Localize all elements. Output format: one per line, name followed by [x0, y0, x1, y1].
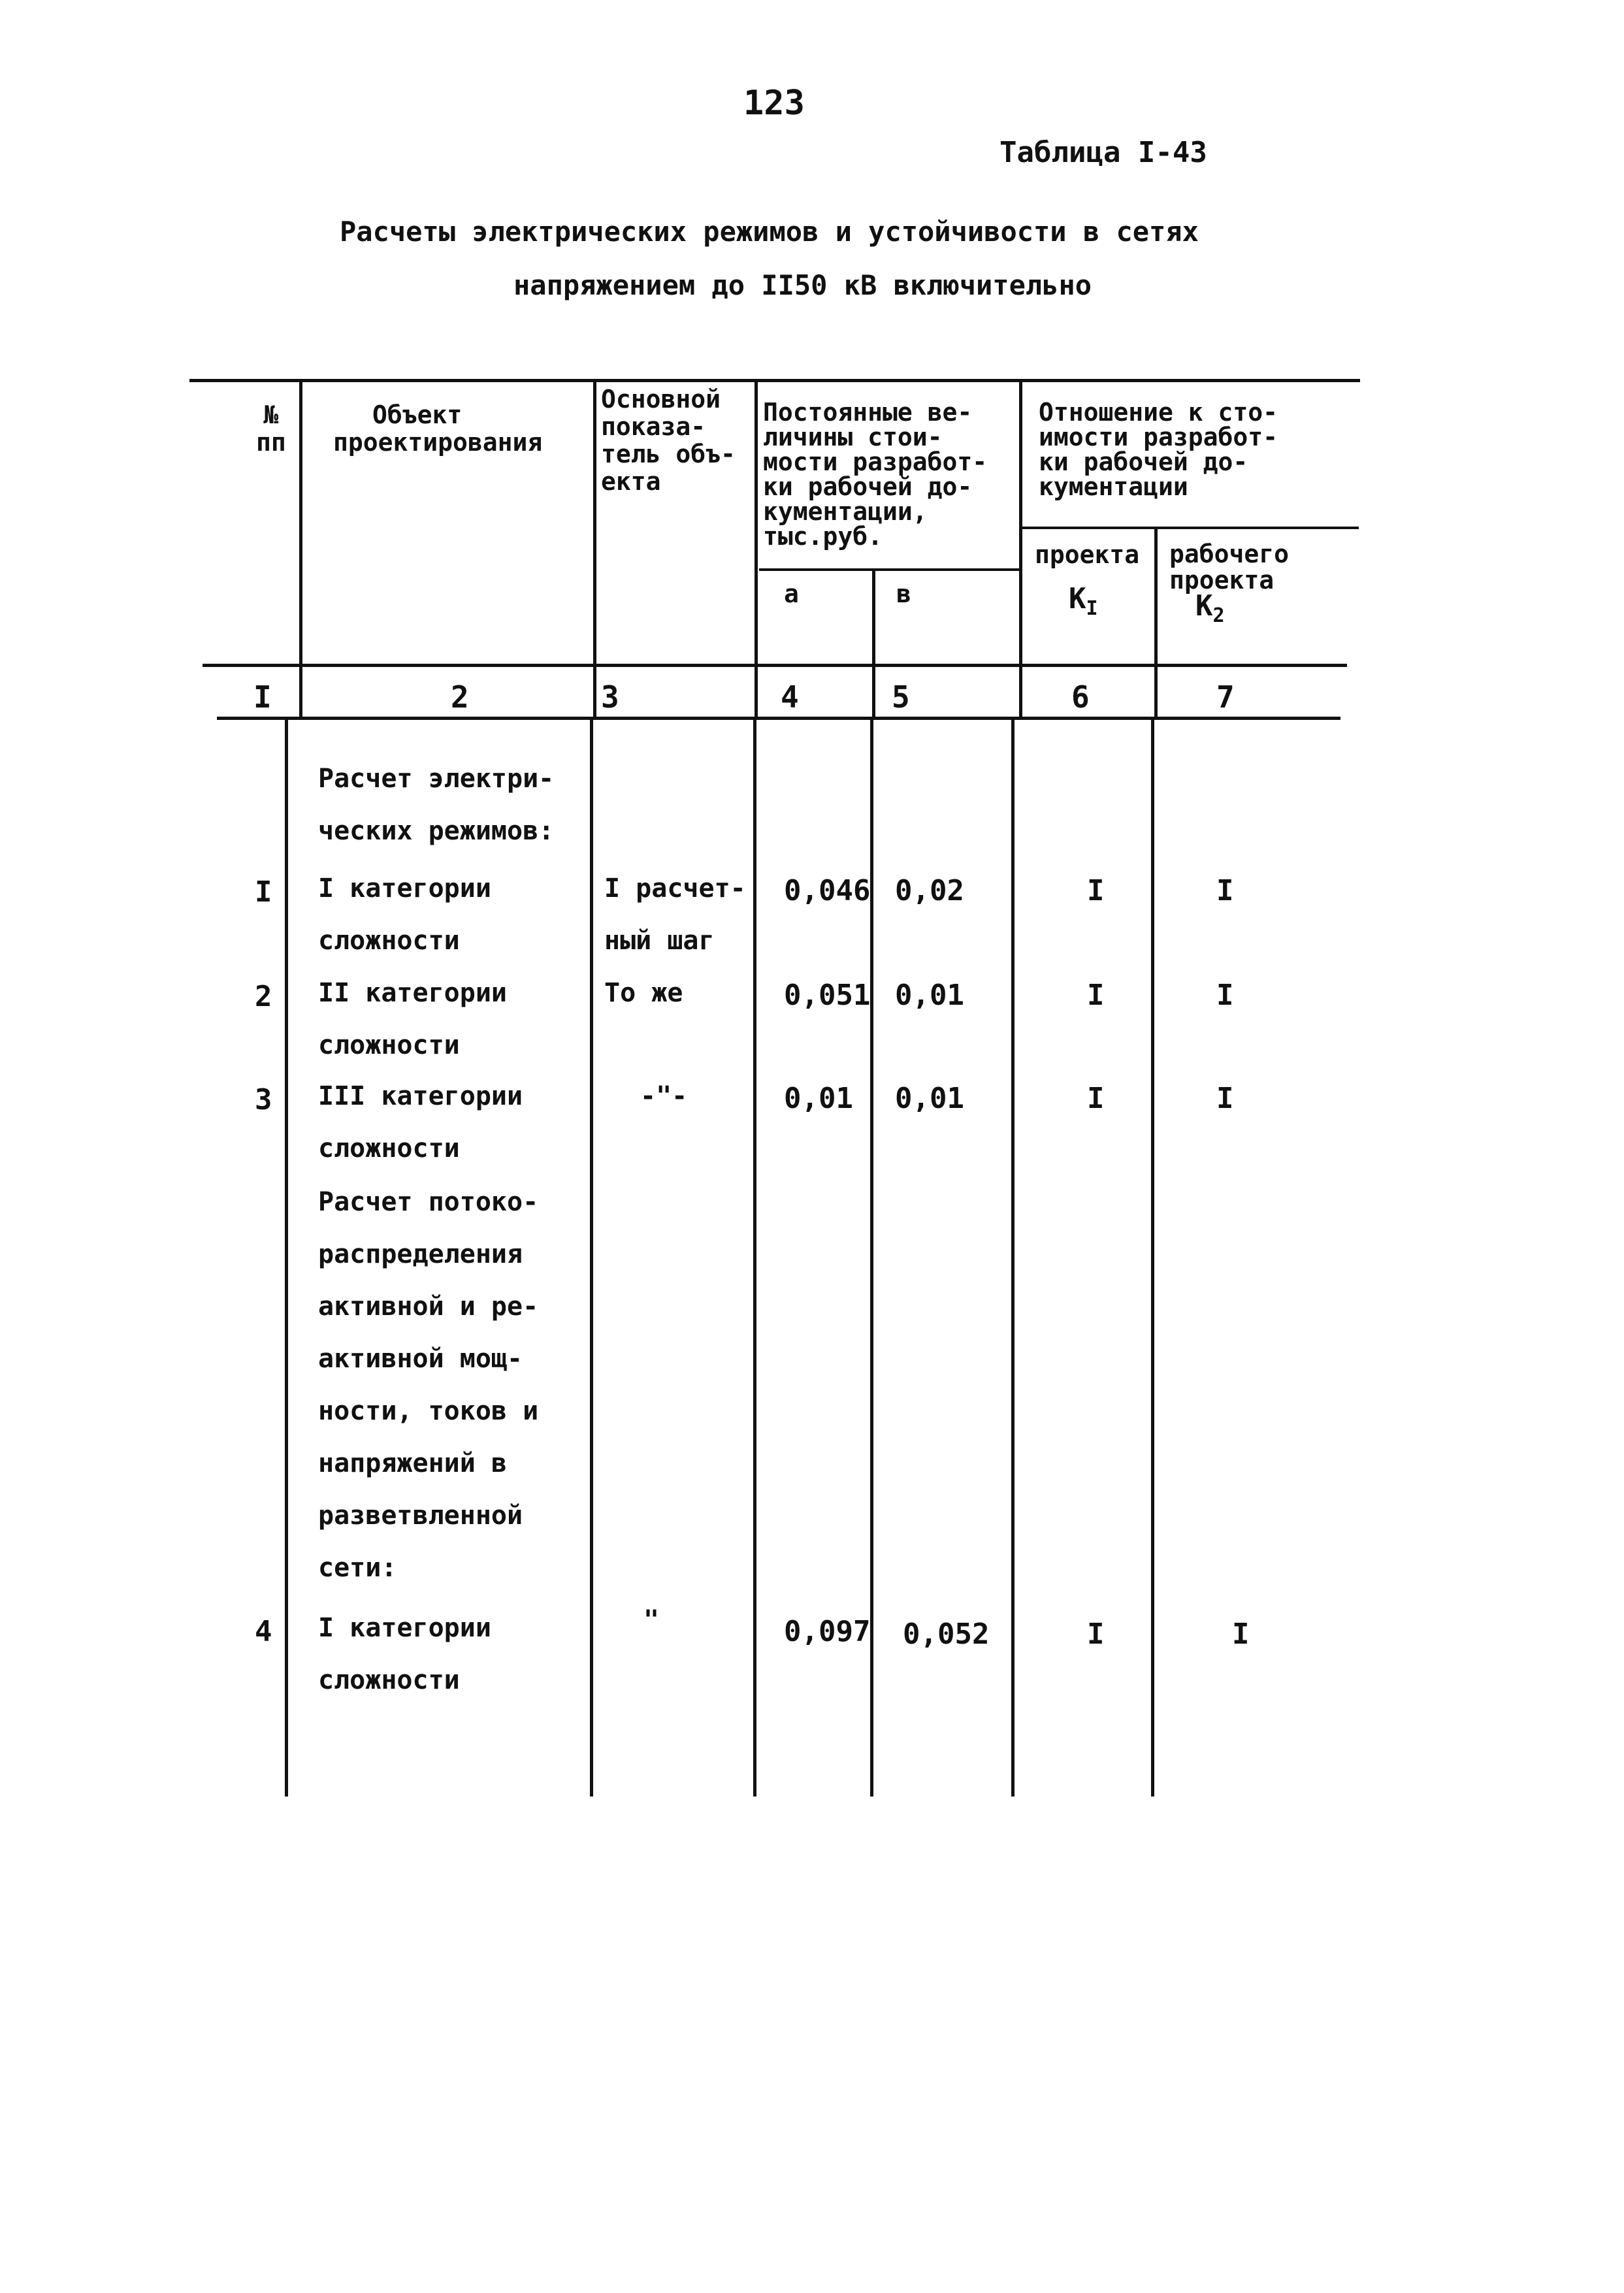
table-title-line-1: Расчеты электрических режимов и устойчивости в сетях	[340, 216, 1199, 248]
row-value-a: 0,097	[784, 1615, 871, 1648]
body-divider-1	[285, 719, 288, 1797]
header-col-1: № пп	[256, 400, 286, 457]
row-value-k1: I	[1087, 979, 1105, 1012]
header-col-5: в	[896, 579, 911, 608]
row-value-b: 0,01	[895, 979, 964, 1012]
body-divider-5	[1011, 719, 1015, 1797]
col-divider-5	[1019, 380, 1022, 720]
row-value-a: 0,051	[784, 979, 871, 1012]
row-indicator: -"-	[640, 1081, 688, 1111]
header-col-4: а	[784, 579, 799, 608]
header-rule-45	[759, 568, 1020, 571]
col-divider-1	[299, 380, 302, 720]
row-value-b: 0,052	[903, 1618, 990, 1651]
column-number-7: 7	[1216, 679, 1235, 715]
row-value-k2: I	[1216, 1082, 1234, 1115]
body-divider-4	[870, 719, 873, 1797]
row-value-k1: I	[1087, 1618, 1105, 1651]
column-number-6: 6	[1071, 679, 1090, 715]
col-divider-2	[593, 380, 596, 720]
row-value-k1: I	[1087, 874, 1105, 907]
column-number-3: 3	[601, 679, 619, 715]
col-divider-3	[755, 380, 758, 720]
row-number: 3	[255, 1083, 272, 1116]
row-number: I	[255, 875, 272, 909]
column-number-2: 2	[451, 679, 469, 715]
row-value-a: 0,01	[784, 1082, 853, 1115]
table-top-rule	[189, 379, 1360, 382]
header-col-4-5: Постоянные ве- личины стои- мости разработ- ки рабочей до- кументации, тыс.руб.	[763, 398, 988, 551]
section-heading-electrical-modes: Расчет электри- ческих режимов:	[318, 764, 555, 846]
header-col-7: рабочего проекта $К_2$	[1169, 540, 1290, 627]
header-col-6: проекта $К_I$	[1035, 540, 1140, 620]
row-value-k2: I	[1232, 1618, 1250, 1651]
column-number-5: 5	[892, 679, 910, 715]
row-indicator: I расчет- ный шаг	[604, 873, 746, 956]
header-bottom-rule	[203, 664, 1347, 667]
column-number-1: I	[253, 679, 272, 715]
body-divider-6	[1151, 719, 1154, 1797]
row-value-k1: I	[1087, 1082, 1105, 1115]
column-numbers-rule	[217, 717, 1340, 720]
row-indicator: "	[643, 1605, 660, 1635]
row-value-a: 0,046	[784, 874, 871, 907]
header-col-2: Объект проектирования	[333, 400, 543, 457]
section-heading-load-flow: Расчет потоко- распределения активной и ре- активной мощ- ности, токов и напряжений в разветвленной сети:	[318, 1187, 539, 1583]
row-object: III категории сложности	[318, 1081, 523, 1163]
row-number: 4	[255, 1615, 272, 1648]
body-divider-3	[753, 719, 756, 1797]
col-divider-6	[1154, 528, 1158, 720]
row-object: I категории сложности	[318, 1613, 491, 1695]
row-value-b: 0,01	[895, 1082, 964, 1115]
row-value-k2: I	[1216, 874, 1234, 907]
col-divider-4	[872, 570, 875, 720]
table-title-line-2: напряжением до II50 кВ включительно	[513, 269, 1092, 301]
row-value-b: 0,02	[895, 874, 964, 907]
header-rule-67	[1019, 527, 1359, 529]
column-number-4: 4	[781, 679, 799, 715]
body-divider-2	[590, 719, 593, 1797]
row-number: 2	[255, 980, 272, 1013]
header-col-6-7: Отношение к сто- имости разработ- ки рабочей до- кументации	[1039, 398, 1278, 501]
row-indicator: То же	[604, 978, 683, 1008]
row-value-k2: I	[1216, 979, 1234, 1012]
page-number: 123	[743, 84, 805, 123]
row-object: II категории сложности	[318, 978, 507, 1060]
table-label: Таблица I-43	[999, 136, 1207, 169]
header-col-3: Основной показа- тель объ- екта	[601, 385, 736, 496]
row-object: I категории сложности	[318, 873, 491, 956]
